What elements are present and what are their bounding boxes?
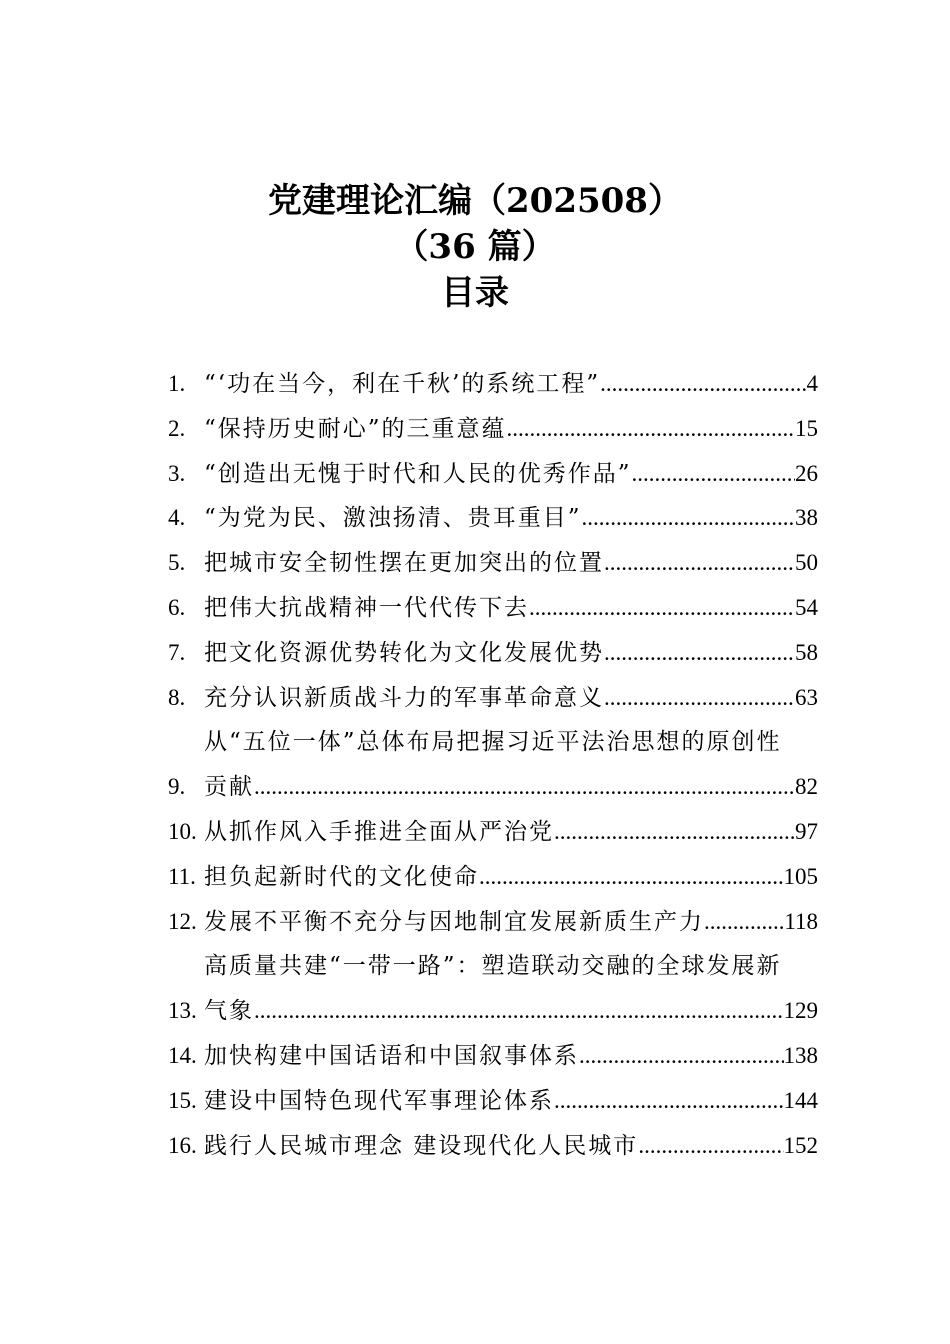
- toc-number: 14.: [168, 1042, 197, 1068]
- toc-title: 气象: [204, 998, 254, 1025]
- toc-leader: [529, 586, 795, 631]
- toc-entry[interactable]: [168, 407, 818, 452]
- toc-number: 13.: [168, 998, 197, 1024]
- table-of-contents: [168, 362, 818, 1168]
- toc-title: 践行人民城市理念 建设现代化人民城市: [204, 1132, 639, 1159]
- toc-page: 97: [795, 818, 818, 844]
- toc-entry[interactable]: [168, 541, 818, 586]
- toc-leader: [479, 855, 784, 900]
- toc-number: 1.: [168, 371, 186, 396]
- toc-title: 充分认识新质战斗力的军事革命意义: [204, 684, 604, 711]
- toc-title: 加快构建中国话语和中国叙事体系: [204, 1042, 579, 1069]
- toc-leader: [604, 676, 795, 721]
- title-main: 党建理论汇编（202508）: [268, 181, 682, 221]
- toc-page: 54: [795, 594, 818, 620]
- toc-title: 把文化资源优势转化为文化发展优势: [204, 639, 604, 666]
- toc-number: 8.: [168, 684, 186, 710]
- toc-number: 11.: [168, 863, 196, 889]
- toc-number: 5.: [168, 550, 186, 576]
- toc-leader: [554, 810, 795, 855]
- toc-title: “创造出无愧于时代和人民的优秀作品”: [204, 460, 632, 487]
- toc-entry[interactable]: [168, 362, 818, 407]
- toc-leader: [582, 496, 795, 541]
- toc-entry[interactable]: [168, 452, 818, 497]
- toc-number: 16.: [168, 1132, 197, 1158]
- toc-page: 63: [795, 684, 818, 710]
- toc-number: 10.: [168, 818, 197, 844]
- toc-entry[interactable]: [168, 900, 818, 945]
- toc-page: 144: [783, 1087, 818, 1113]
- toc-leader: [604, 631, 795, 676]
- toc-leader: [554, 1079, 784, 1124]
- toc-leader: [254, 765, 795, 810]
- toc-leader: [632, 452, 795, 497]
- toc-number: 3.: [168, 460, 186, 486]
- toc-page: 50: [795, 550, 818, 576]
- toc-page: 129: [783, 998, 818, 1024]
- toc-page: 118: [784, 908, 818, 934]
- toc-title: 把伟大抗战精神一代代传下去: [204, 594, 529, 621]
- toc-leader: [638, 1124, 783, 1169]
- toc-title: 建设中国特色现代军事理论体系: [204, 1087, 554, 1114]
- toc-title: 把城市安全韧性摆在更加突出的位置: [204, 550, 604, 577]
- toc-leader: [507, 407, 795, 452]
- toc-page: 58: [795, 639, 818, 665]
- toc-number: 7.: [168, 639, 186, 665]
- toc-page: 26: [795, 460, 818, 486]
- title-contents: 目录: [441, 273, 509, 313]
- toc-leader: [579, 1034, 784, 1079]
- toc-title: 贡献: [204, 774, 254, 801]
- toc-page: 105: [783, 863, 818, 889]
- toc-entry[interactable]: [168, 631, 818, 676]
- toc-entry[interactable]: [168, 1034, 818, 1079]
- toc-entry[interactable]: [168, 1079, 818, 1124]
- toc-title-line1: 从“五位一体”总体布局把握习近平法治思想的原创性: [204, 729, 782, 756]
- toc-title: “为党为民、激浊扬清、贵耳重目”: [204, 505, 582, 532]
- toc-number: 15.: [168, 1087, 197, 1113]
- toc-entry[interactable]: [168, 496, 818, 541]
- toc-number: 2.: [168, 415, 186, 441]
- toc-title: 从抓作风入手推进全面从严治党: [204, 818, 554, 845]
- toc-leader: [600, 362, 806, 407]
- toc-entry[interactable]: [168, 720, 818, 810]
- toc-number: 4.: [168, 505, 186, 531]
- toc-page: 82: [795, 774, 818, 800]
- toc-number: 9.: [168, 774, 186, 800]
- toc-page: 138: [783, 1042, 818, 1068]
- toc-entry[interactable]: [168, 855, 818, 900]
- toc-title: “保持历史耐心”的三重意蕴: [204, 415, 507, 442]
- toc-title: 担负起新时代的文化使命: [204, 863, 479, 890]
- toc-page: 15: [795, 415, 818, 441]
- toc-entry[interactable]: [168, 676, 818, 721]
- toc-title: 发展不平衡不充分与因地制宜发展新质生产力: [204, 908, 704, 935]
- toc-title-line1: 高质量共建“一带一路”：塑造联动交融的全球发展新: [204, 953, 782, 980]
- toc-entry[interactable]: [168, 586, 818, 631]
- toc-number: 12.: [168, 908, 197, 934]
- toc-entry[interactable]: [168, 810, 818, 855]
- toc-title: “‘功在当今，利在千秋’的系统工程”: [204, 371, 601, 397]
- toc-leader: [704, 900, 784, 945]
- toc-leader: [604, 541, 795, 586]
- toc-number: 6.: [168, 594, 186, 620]
- document-title: [0, 178, 950, 316]
- toc-page: 38: [795, 505, 818, 531]
- toc-page: 152: [783, 1132, 818, 1158]
- toc-entry[interactable]: [168, 1124, 818, 1169]
- toc-page: 4: [806, 371, 818, 396]
- title-count: （36 篇）: [394, 227, 556, 267]
- toc-entry[interactable]: [168, 944, 818, 1034]
- toc-leader: [254, 989, 784, 1034]
